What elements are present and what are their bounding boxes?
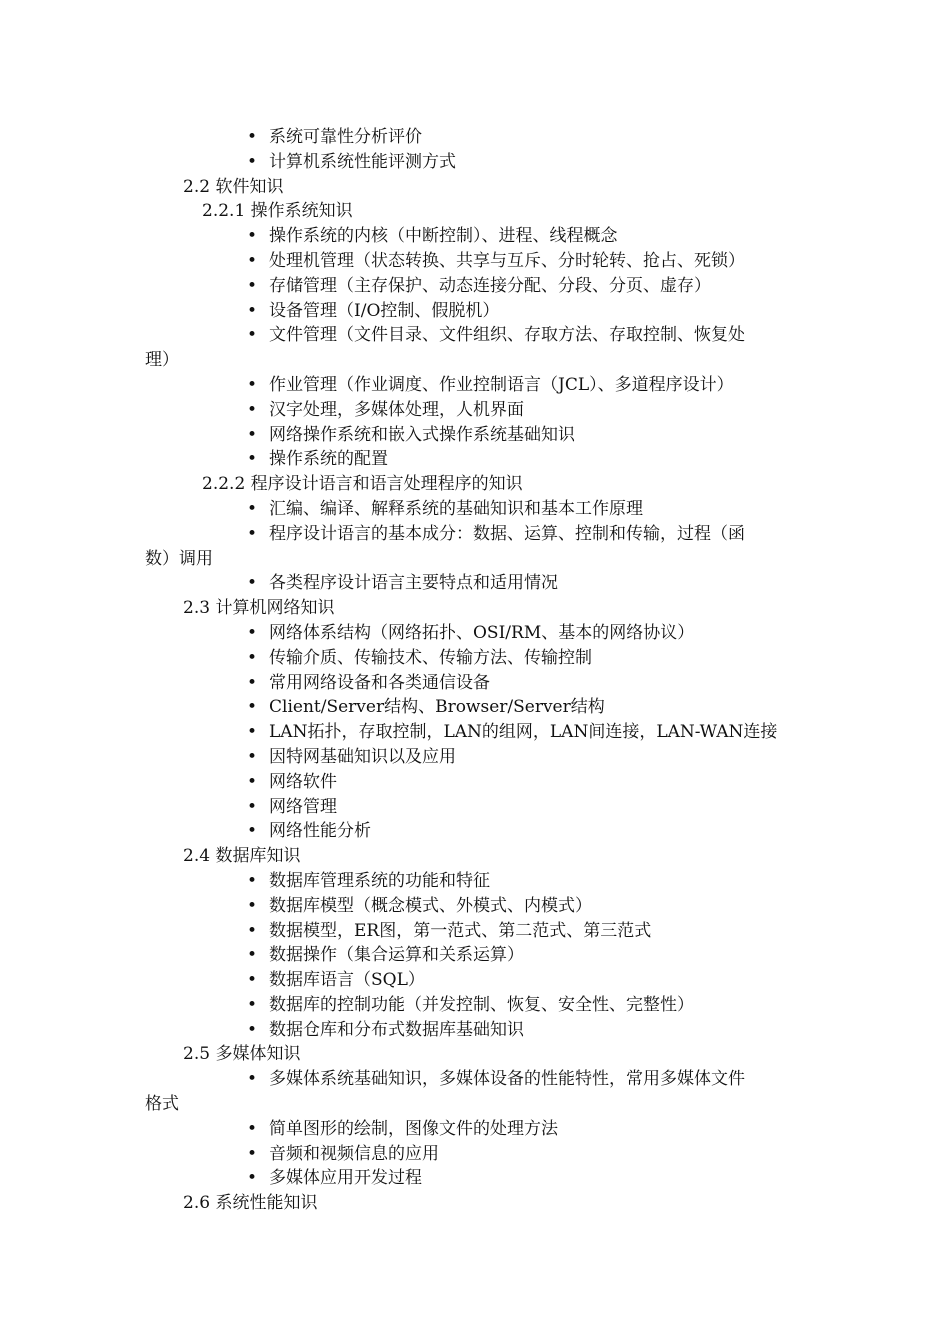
list-item (145, 1018, 810, 1043)
item-text: 多媒体系统基础知识，多媒体设备的性能特性，常用多媒体文件 (269, 1069, 745, 1090)
bullet-icon: • (246, 325, 258, 346)
item-text: 文件管理（文件目录、文件组织、存取方法、存取控制、恢复处 (269, 325, 745, 346)
bullet-icon: • (246, 523, 258, 544)
document-body (145, 125, 810, 1216)
bullet-icon: • (246, 697, 258, 718)
item-text: 数据操作（集合运算和关系运算） (269, 945, 524, 966)
list-item (145, 770, 810, 795)
bullet-icon: • (246, 771, 258, 792)
item-text: 传输介质、传输技术、传输方法、传输控制 (269, 647, 592, 668)
list-item (145, 695, 810, 720)
list-item (145, 1117, 810, 1142)
item-text: 程序设计语言的基本成分：数据、运算、控制和传输，过程（函 (269, 523, 745, 544)
item-text: 网络管理 (269, 796, 337, 817)
item-text: LAN拓扑，存取控制，LAN的组网，LAN间连接，LAN-WAN连接 (269, 722, 778, 743)
bullet-icon: • (246, 920, 258, 941)
list-item (145, 274, 810, 299)
list-item (145, 1142, 810, 1167)
list-item (145, 671, 810, 696)
item-text: 汇编、编译、解释系统的基础知识和基本工作原理 (269, 498, 643, 519)
section-heading: 2.5 多媒体知识 (183, 1044, 301, 1065)
bullet-icon: • (246, 970, 258, 991)
section-heading: 2.4 数据库知识 (183, 846, 301, 867)
list-item (145, 819, 810, 844)
item-text: Client/Server结构、Browser/Server结构 (269, 697, 605, 718)
list-item (145, 720, 810, 745)
item-text: 存储管理（主存保护、动态连接分配、分段、分页、虚存） (269, 275, 711, 296)
list-item (145, 1067, 810, 1092)
list-item (145, 943, 810, 968)
bullet-icon: • (246, 1143, 258, 1164)
list-item (145, 522, 810, 547)
list-item (145, 968, 810, 993)
section-heading: 2.2 软件知识 (183, 176, 284, 197)
bullet-icon: • (246, 722, 258, 743)
list-item (145, 869, 810, 894)
bullet-icon: • (246, 1019, 258, 1040)
item-text: 多媒体应用开发过程 (269, 1168, 422, 1189)
subsection-heading: 2.2.1 操作系统知识 (202, 201, 353, 222)
item-continuation: 数）调用 (145, 548, 213, 569)
bullet-icon: • (246, 300, 258, 321)
list-item (145, 249, 810, 274)
item-continuation: 格式 (145, 1094, 179, 1115)
list-item (145, 125, 810, 150)
item-text: 作业管理（作业调度、作业控制语言（JCL）、多道程序设计） (269, 374, 734, 395)
list-item (145, 497, 810, 522)
bullet-icon: • (246, 250, 258, 271)
list-item (145, 423, 810, 448)
bullet-icon: • (246, 226, 258, 247)
item-text: 操作系统的内核（中断控制）、进程、线程概念 (269, 226, 618, 247)
list-item (145, 745, 810, 770)
item-text: 数据库的控制功能（并发控制、恢复、安全性、完整性） (269, 994, 694, 1015)
bullet-icon: • (246, 449, 258, 470)
item-text: 网络体系结构（网络拓扑、OSI/RM、基本的网络协议） (269, 622, 695, 643)
bullet-icon: • (246, 796, 258, 817)
bullet-icon: • (246, 1118, 258, 1139)
bullet-icon: • (246, 994, 258, 1015)
list-item (145, 919, 810, 944)
bullet-icon: • (246, 127, 258, 147)
bullet-icon: • (246, 746, 258, 767)
item-text: 计算机系统性能评测方式 (269, 151, 456, 172)
section-heading: 2.6 系统性能知识 (183, 1193, 318, 1214)
bullet-icon: • (246, 1168, 258, 1189)
list-item (145, 646, 810, 671)
bullet-icon: • (246, 1069, 258, 1090)
item-continuation: 理） (145, 350, 179, 371)
item-text: 操作系统的配置 (269, 449, 388, 470)
bullet-icon: • (246, 895, 258, 916)
bullet-icon: • (246, 672, 258, 693)
item-text: 因特网基础知识以及应用 (269, 746, 456, 767)
item-text: 音频和视频信息的应用 (269, 1143, 439, 1164)
item-text: 数据库管理系统的功能和特征 (269, 870, 490, 891)
list-item (145, 571, 810, 596)
bullet-icon: • (246, 647, 258, 668)
bullet-icon: • (246, 870, 258, 891)
list-item (145, 224, 810, 249)
section-heading: 2.3 计算机网络知识 (183, 598, 335, 619)
item-text: 网络操作系统和嵌入式操作系统基础知识 (269, 424, 575, 445)
item-text: 网络软件 (269, 771, 337, 792)
subsection-heading: 2.2.2 程序设计语言和语言处理程序的知识 (202, 474, 523, 495)
item-text: 数据仓库和分布式数据库基础知识 (269, 1019, 524, 1040)
bullet-icon: • (246, 573, 258, 594)
list-item (145, 299, 810, 324)
bullet-icon: • (246, 821, 258, 842)
item-text: 数据库语言（SQL） (269, 970, 425, 991)
item-text: 设备管理（I/O控制、假脱机） (269, 300, 500, 321)
bullet-icon: • (246, 945, 258, 966)
item-text: 简单图形的绘制，图像文件的处理方法 (269, 1118, 558, 1139)
bullet-icon: • (246, 498, 258, 519)
bullet-icon: • (246, 275, 258, 296)
list-item (145, 447, 810, 472)
bullet-icon: • (246, 399, 258, 420)
item-text: 网络性能分析 (269, 821, 371, 842)
bullet-icon: • (246, 151, 258, 172)
item-text: 系统可靠性分析评价 (269, 127, 422, 147)
bullet-icon: • (246, 622, 258, 643)
list-item (145, 993, 810, 1018)
list-item (145, 795, 810, 820)
item-text: 处理机管理（状态转换、共享与互斥、分时轮转、抢占、死锁） (269, 250, 745, 271)
list-item (145, 1166, 810, 1191)
list-item (145, 894, 810, 919)
bullet-icon: • (246, 374, 258, 395)
list-item (145, 373, 810, 398)
item-text: 汉字处理，多媒体处理，人机界面 (269, 399, 524, 420)
bullet-icon: • (246, 424, 258, 445)
list-item (145, 621, 810, 646)
list-item (145, 323, 810, 348)
list-item (145, 398, 810, 423)
list-item (145, 150, 810, 175)
item-text: 各类程序设计语言主要特点和适用情况 (269, 573, 558, 594)
item-text: 数据模型，ER图，第一范式、第二范式、第三范式 (269, 920, 652, 941)
item-text: 常用网络设备和各类通信设备 (269, 672, 490, 693)
item-text: 数据库模型（概念模式、外模式、内模式） (269, 895, 592, 916)
